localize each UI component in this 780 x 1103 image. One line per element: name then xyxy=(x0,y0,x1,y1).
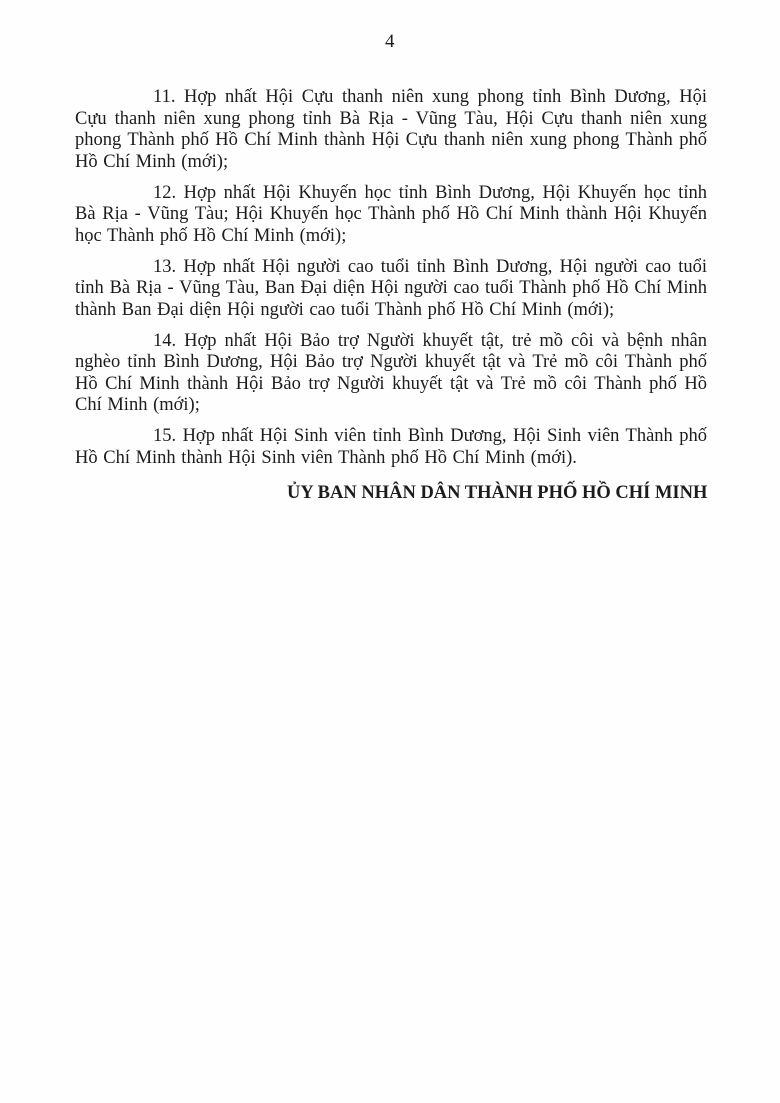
signature-issuer: ỦY BAN NHÂN DÂN THÀNH PHỐ HỒ CHÍ MINH xyxy=(287,483,708,503)
paragraph-item-12: 12. Hợp nhất Hội Khuyến học tỉnh Bình Dương, Hội Khuyến học tỉnh Bà Rịa - Vũng Tàu; Hội Khuyến học Thành phố Hồ Chí Minh thành Hội Khuyến học Thành phố Hồ Chí Minh (mới); xyxy=(75,182,707,246)
document-body xyxy=(75,87,707,504)
paragraph-item-14: 14. Hợp nhất Hội Bảo trợ Người khuyết tật, trẻ mồ côi và bệnh nhân nghèo tỉnh Bình Dương, Hội Bảo trợ Người khuyết tật và Trẻ mồ côi Thành phố Hồ Chí Minh thành Hội Bảo trợ Người khuyết tật và Trẻ mồ côi Thành phố Hồ Chí Minh (mới); xyxy=(75,330,707,415)
paragraph-item-11: 11. Hợp nhất Hội Cựu thanh niên xung phong tỉnh Bình Dương, Hội Cựu thanh niên xung phong tỉnh Bà Rịa - Vũng Tàu, Hội Cựu thanh niên xung phong Thành phố Hồ Chí Minh thành Hội Cựu thanh niên xung phong Thành phố Hồ Chí Minh (mới); xyxy=(75,87,707,172)
signature-block xyxy=(75,482,707,504)
paragraph-item-15: 15. Hợp nhất Hội Sinh viên tỉnh Bình Dương, Hội Sinh viên Thành phố Hồ Chí Minh thành Hội Sinh viên Thành phố Hồ Chí Minh (mới). xyxy=(75,426,707,468)
page-number: 4 xyxy=(385,31,395,52)
paragraph-item-13: 13. Hợp nhất Hội người cao tuổi tỉnh Bình Dương, Hội người cao tuổi tỉnh Bà Rịa - Vũng Tàu, Ban Đại diện Hội người cao tuổi Thành phố Hồ Chí Minh thành Ban Đại diện Hội người cao tuổi Thành phố Hồ Chí Minh (mới); xyxy=(75,256,707,320)
